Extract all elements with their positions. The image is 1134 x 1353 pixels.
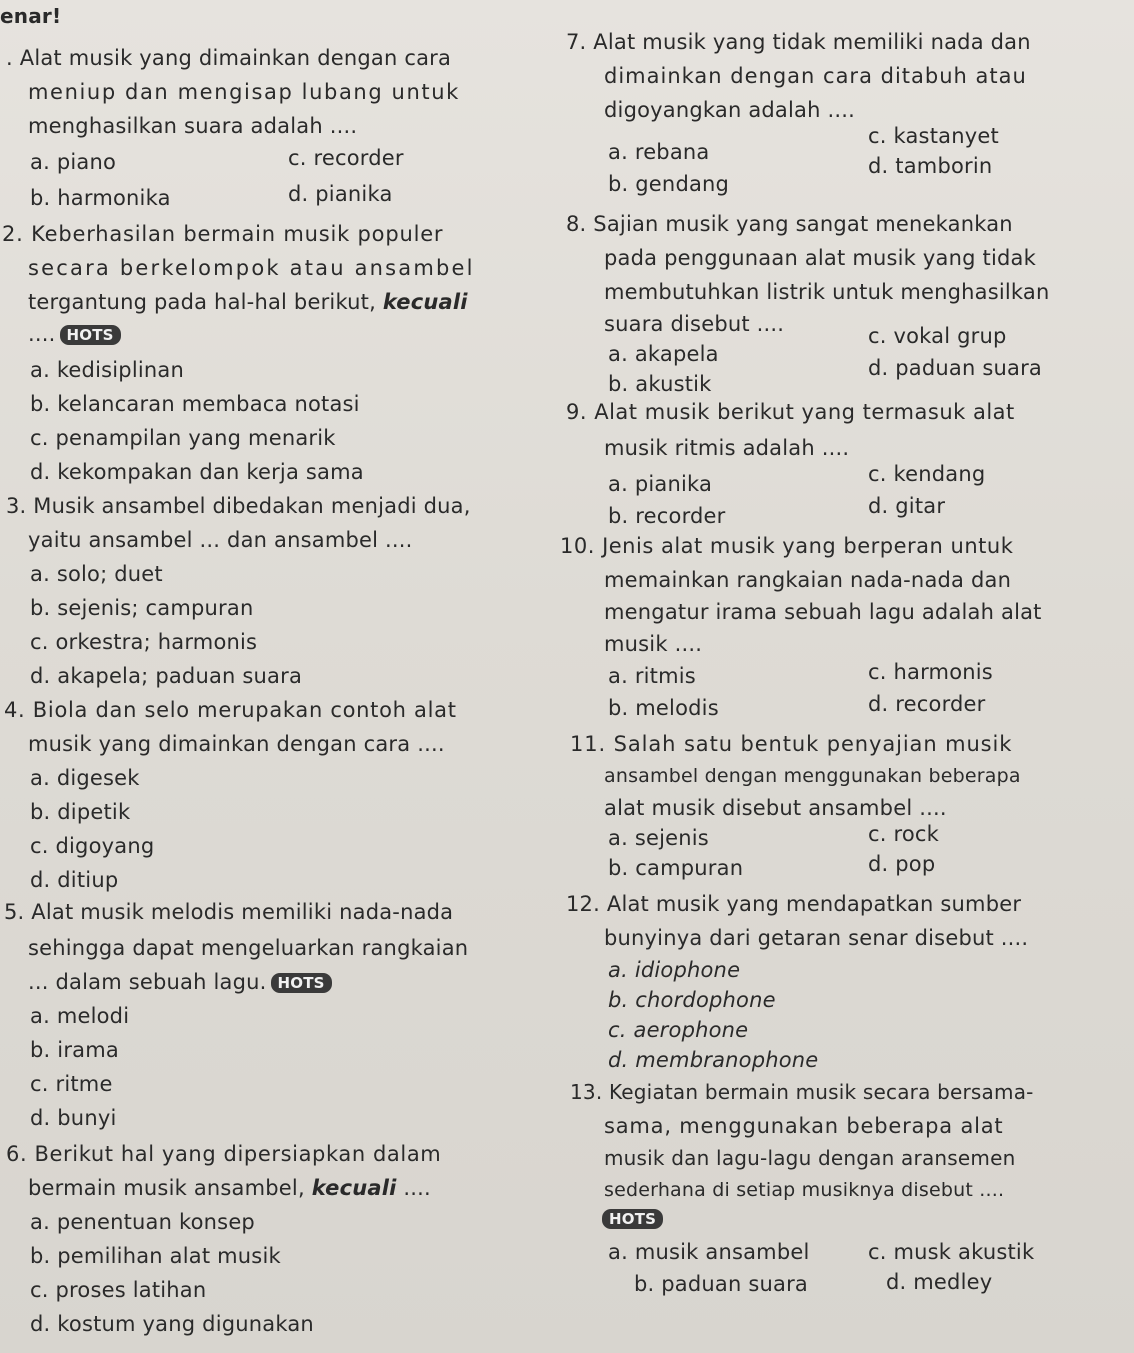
hots-badge: HOTS — [271, 973, 332, 993]
q6-line-2 — [28, 1176, 431, 1200]
q3-line-2: yaitu ansambel ... dan ansambel .... — [28, 528, 413, 552]
q2-line-4 — [28, 322, 121, 346]
q9-option-c: c. kendang — [868, 462, 986, 486]
q8-line-4: suara disebut .... — [604, 312, 785, 336]
q8-line-3: membutuhkan listrik untuk menghasilkan — [604, 280, 1050, 304]
q8-option-a: a. akapela — [608, 342, 719, 366]
q2-line-3 — [28, 290, 468, 314]
q11-option-a: a. sejenis — [608, 826, 709, 850]
q7-option-a: a. rebana — [608, 140, 710, 164]
q11-line-3: alat musik disebut ansambel .... — [604, 796, 947, 820]
q10-option-b: b. melodis — [608, 696, 719, 720]
q4-option-c: c. digoyang — [30, 834, 155, 858]
q8-line-1: 8. Sajian musik yang sangat menekankan — [566, 212, 1013, 236]
q5-line-3-text: ... dalam sebuah lagu. — [28, 970, 267, 994]
q11-line-1: 11. Salah satu bentuk penyajian musik — [570, 732, 1013, 756]
q9-line-2: musik ritmis adalah .... — [604, 436, 850, 460]
q13-line-3: musik dan lagu-lagu dengan aransemen — [604, 1146, 1016, 1170]
q4-line-2: musik yang dimainkan dengan cara .... — [28, 732, 445, 756]
hots-badge: HOTS — [602, 1209, 663, 1229]
q9-option-a: a. pianika — [608, 472, 713, 496]
q11-option-c: c. rock — [868, 822, 940, 846]
q5-line-1: 5. Alat musik melodis memiliki nada-nada — [4, 900, 454, 924]
q2-option-a: a. kedisiplinan — [30, 358, 184, 382]
hots-badge: HOTS — [60, 325, 121, 345]
q5-option-c: c. ritme — [30, 1072, 113, 1096]
q1-line-2: meniup dan mengisap lubang untuk — [28, 80, 460, 104]
q2-ellipsis: .... — [28, 322, 56, 346]
q12-line-2: bunyinya dari getaran senar disebut .... — [604, 926, 1029, 950]
q4-option-b: b. dipetik — [30, 800, 131, 824]
q6-ellipsis: .... — [396, 1176, 431, 1200]
q13-option-d: d. medley — [886, 1270, 993, 1294]
q7-option-b: b. gendang — [608, 172, 730, 196]
q13-line-2: sama, menggunakan beberapa alat — [604, 1114, 1004, 1138]
q10-line-4: musik .... — [604, 632, 703, 656]
q11-option-b: b. campuran — [608, 856, 744, 880]
q12-option-a: a. idiophone — [608, 958, 741, 982]
q6-option-c: c. proses latihan — [30, 1278, 207, 1302]
q13-option-a: a. musik ansambel — [608, 1240, 810, 1264]
q3-option-a: a. solo; duet — [30, 562, 163, 586]
q7-option-c: c. kastanyet — [868, 124, 999, 148]
q6-line-2-text: bermain musik ansambel, — [28, 1176, 312, 1200]
q3-option-d: d. akapela; paduan suara — [30, 664, 303, 688]
q5-line-2: sehingga dapat mengeluarkan rangkaian — [28, 936, 469, 960]
q2-option-c: c. penampilan yang menarik — [30, 426, 336, 450]
q4-option-d: d. ditiup — [30, 868, 119, 892]
q2-option-b: b. kelancaran membaca notasi — [30, 392, 360, 416]
q2-line-2: secara berkelompok atau ansambel — [28, 256, 475, 280]
q4-line-1: 4. Biola dan selo merupakan contoh alat — [4, 698, 457, 722]
q11-line-2: ansambel dengan menggunakan beberapa — [604, 765, 1021, 787]
q6-option-d: d. kostum yang digunakan — [30, 1312, 314, 1336]
q12-option-d: d. membranophone — [608, 1048, 819, 1072]
q6-option-b: b. pemilihan alat musik — [30, 1244, 281, 1268]
q6-line-1: 6. Berikut hal yang dipersiapkan dalam — [6, 1142, 442, 1166]
q7-line-1: 7. Alat musik yang tidak memiliki nada dan — [566, 30, 1031, 54]
q2-option-d: d. kekompakan dan kerja sama — [30, 460, 364, 484]
q1-option-d: d. pianika — [288, 182, 393, 206]
q3-option-b: b. sejenis; campuran — [30, 596, 254, 620]
q6-kecuali: kecuali — [311, 1176, 397, 1200]
q7-line-3: digoyangkan adalah .... — [604, 98, 855, 122]
q5-option-b: b. irama — [30, 1038, 119, 1062]
q1-line-1: . Alat musik yang dimainkan dengan cara — [6, 46, 452, 70]
q13-hots — [598, 1206, 663, 1230]
q5-option-a: a. melodi — [30, 1004, 130, 1028]
page-header-fragment: enar! — [0, 4, 62, 28]
q13-line-4: sederhana di setiap musiknya disebut .... — [604, 1179, 1005, 1201]
q10-line-3: mengatur irama sebuah lagu adalah alat — [604, 600, 1042, 624]
q12-option-b: b. chordophone — [608, 988, 776, 1012]
q10-line-1: 10. Jenis alat musik yang berperan untuk — [560, 534, 1014, 558]
q11-option-d: d. pop — [868, 852, 936, 876]
q10-option-a: a. ritmis — [608, 664, 696, 688]
q3-option-c: c. orkestra; harmonis — [30, 630, 258, 654]
q13-line-1: 13. Kegiatan bermain musik secara bersama- — [570, 1080, 1034, 1104]
q12-line-1: 12. Alat musik yang mendapatkan sumber — [566, 892, 1022, 916]
q5-option-d: d. bunyi — [30, 1106, 117, 1130]
q1-option-c: c. recorder — [288, 146, 404, 170]
q8-line-2: pada penggunaan alat musik yang tidak — [604, 246, 1036, 270]
q10-option-c: c. harmonis — [868, 660, 993, 684]
q8-option-c: c. vokal grup — [868, 324, 1007, 348]
q12-option-c: c. aerophone — [608, 1018, 749, 1042]
q2-line-3-text: tergantung pada hal-hal berikut, — [28, 290, 383, 314]
q1-option-b: b. harmonika — [30, 186, 171, 210]
q1-line-3: menghasilkan suara adalah .... — [28, 114, 358, 138]
q13-option-c: c. musk akustik — [868, 1240, 1035, 1264]
q8-option-d: d. paduan suara — [868, 356, 1042, 380]
q10-line-2: memainkan rangkaian nada-nada dan — [604, 568, 1012, 592]
q3-line-1: 3. Musik ansambel dibedakan menjadi dua, — [6, 494, 471, 518]
q10-option-d: d. recorder — [868, 692, 986, 716]
q9-option-b: b. recorder — [608, 504, 726, 528]
q9-line-1: 9. Alat musik berikut yang termasuk alat — [566, 400, 1015, 424]
q8-option-b: b. akustik — [608, 372, 712, 396]
q7-option-d: d. tamborin — [868, 154, 993, 178]
q13-option-b: b. paduan suara — [634, 1272, 808, 1296]
q9-option-d: d. gitar — [868, 494, 946, 518]
q2-line-1: 2. Keberhasilan bermain musik populer — [2, 222, 444, 246]
q1-option-a: a. piano — [30, 150, 117, 174]
q5-line-3 — [28, 970, 332, 994]
q2-kecuali: kecuali — [382, 290, 468, 314]
q7-line-2: dimainkan dengan cara ditabuh atau — [604, 64, 1027, 88]
q6-option-a: a. penentuan konsep — [30, 1210, 255, 1234]
q4-option-a: a. digesek — [30, 766, 140, 790]
